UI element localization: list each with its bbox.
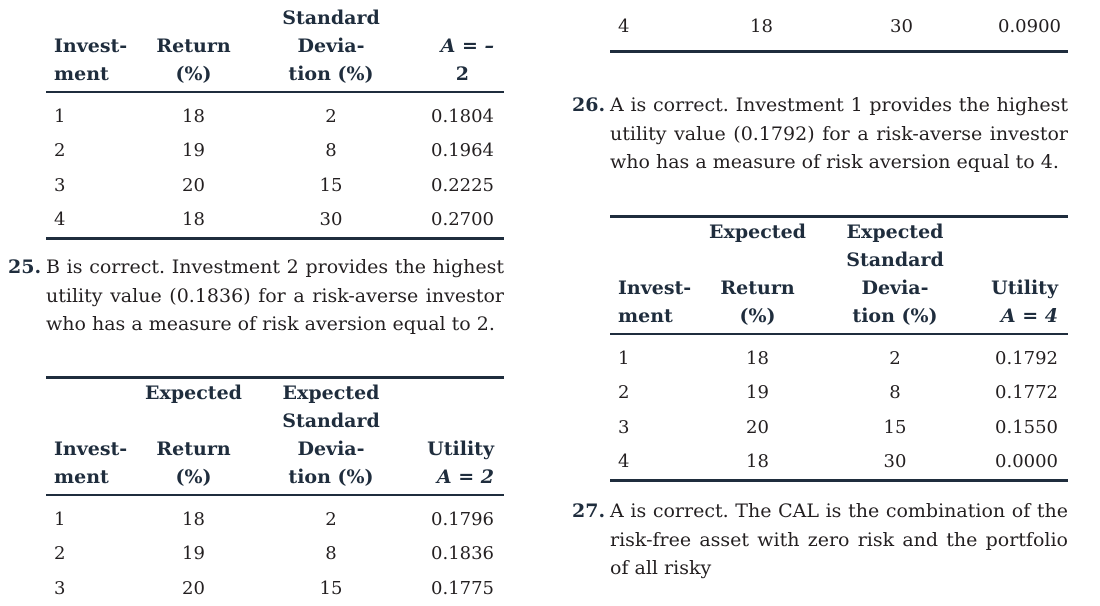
cell-utility: 0.1796 — [431, 508, 494, 530]
cell-return: 20 — [746, 416, 769, 438]
header-std-dev: Standard Devia- — [282, 410, 380, 460]
cell-return: 18 — [746, 451, 769, 473]
header-utility-a: A = 4 — [980, 302, 1068, 334]
cell-return: 19 — [182, 543, 205, 565]
cell-investment: 2 — [54, 140, 66, 162]
table-row — [46, 168, 504, 203]
cell-utility: 0.2700 — [431, 209, 494, 231]
cell-return: 18 — [746, 347, 769, 369]
cell-std-dev: 15 — [319, 577, 343, 599]
cell-utility: 0.0900 — [998, 16, 1061, 37]
cell-std-dev: 15 — [883, 416, 907, 438]
header-utility-1: A = – — [440, 35, 494, 57]
header-investment-1: Invest- — [54, 35, 128, 57]
header-return-1: Return — [156, 35, 231, 57]
answer-26 — [572, 91, 1068, 177]
cell-utility: 0.1550 — [995, 416, 1058, 438]
cell-investment: 1 — [54, 105, 66, 127]
cell-investment: 1 — [54, 508, 66, 530]
cell-std-dev: 30 — [883, 451, 907, 473]
cell-std-dev: 8 — [325, 543, 337, 565]
cell-utility: 0.1964 — [431, 140, 494, 162]
table-row — [46, 495, 504, 537]
header-investment-3: ment — [46, 463, 141, 495]
header-utility: Utility — [427, 438, 494, 460]
cell-std-dev: 15 — [319, 174, 343, 196]
header-std-dev: Standard Devia- — [846, 249, 944, 299]
question-number-26: 26. — [572, 94, 606, 116]
cell-return: 18 — [750, 16, 773, 37]
cell-std-dev: 2 — [889, 347, 901, 369]
cell-investment: 3 — [54, 577, 66, 599]
header-investment-3: ment — [610, 302, 705, 334]
cell-std-dev: 30 — [319, 209, 343, 231]
cell-std-dev: 30 — [890, 16, 913, 37]
header-std-dev-pct: tion (%) — [246, 463, 416, 495]
cell-investment: 3 — [54, 174, 66, 196]
header-investment-2: Invest- — [618, 277, 692, 299]
header-expected-2: Expected — [282, 382, 380, 404]
header-std-dev-1: Standard Devia- — [282, 7, 380, 57]
answer-27-text: A is correct. The CAL is the combination of the risk-free asset with zero risk and the portfolio of all risky — [610, 500, 1068, 579]
utility-table-a2-top — [46, 4, 504, 240]
cell-investment: 2 — [618, 382, 630, 404]
cell-utility: 0.1804 — [431, 105, 494, 127]
cell-investment: 4 — [618, 451, 630, 473]
table-row — [610, 410, 1068, 445]
answer-26-text: A is correct. Investment 1 provides the highest utility value (0.1792) for a risk-averse investor who has a measure of risk aversion equal to 4. — [610, 94, 1068, 173]
cell-return: 18 — [182, 105, 205, 127]
table-row — [46, 203, 504, 239]
cell-std-dev: 8 — [325, 140, 337, 162]
header-expected-1: Expected — [709, 221, 806, 243]
cell-utility: 0.1772 — [995, 382, 1058, 404]
cell-std-dev: 8 — [889, 382, 901, 404]
header-expected-2: Expected — [846, 221, 944, 243]
cell-utility: 0.1775 — [431, 577, 494, 599]
question-number-27: 27. — [572, 500, 606, 522]
header-utility-blank — [980, 217, 1068, 247]
table-row — [46, 92, 504, 134]
utility-table-a2 — [46, 376, 504, 606]
header-return-2: (%) — [141, 60, 246, 92]
table-row — [610, 376, 1068, 411]
header-investment-1 — [46, 378, 141, 408]
cell-investment: 2 — [54, 543, 66, 565]
header-std-dev-pct: tion (%) — [810, 302, 980, 334]
header-std-dev-2: tion (%) — [246, 60, 416, 92]
table-row — [46, 537, 504, 572]
cell-return: 19 — [182, 140, 205, 162]
cell-return: 19 — [746, 382, 769, 404]
cell-investment: 1 — [618, 347, 630, 369]
table-row — [610, 334, 1068, 376]
answer-25-text: B is correct. Investment 2 provides the highest utility value (0.1836) for a risk-averse investor who has a measure of risk aversion equal to 2. — [46, 256, 504, 335]
cell-investment: 4 — [54, 209, 66, 231]
cell-return: 20 — [182, 577, 205, 599]
header-return: Return — [720, 277, 795, 299]
cell-return: 18 — [182, 209, 205, 231]
answer-27 — [572, 497, 1068, 583]
header-return-pct: (%) — [141, 463, 246, 495]
cell-std-dev: 2 — [325, 508, 337, 530]
header-utility-2: 2 — [416, 60, 504, 92]
cell-utility: 0.0000 — [995, 451, 1058, 473]
table-row — [610, 445, 1068, 481]
header-utility-a: A = 2 — [416, 463, 504, 495]
cell-investment: 4 — [618, 16, 630, 37]
header-utility: Utility — [991, 277, 1058, 299]
cell-investment: 3 — [618, 416, 630, 438]
cell-utility: 0.1792 — [995, 347, 1058, 369]
question-number-25: 25. — [8, 256, 42, 278]
header-expected-1: Expected — [145, 382, 242, 404]
header-utility-blank — [416, 378, 504, 408]
cell-utility: 0.2225 — [431, 174, 494, 196]
header-return: Return — [156, 438, 231, 460]
cell-return: 18 — [182, 508, 205, 530]
table-row — [46, 134, 504, 169]
utility-table-a4 — [610, 215, 1068, 482]
header-investment-2: Invest- — [54, 438, 128, 460]
answer-25 — [8, 253, 504, 339]
header-return-pct: (%) — [705, 302, 810, 334]
cell-utility: 0.1836 — [431, 543, 494, 565]
utility-table-a2-continued-row — [610, 0, 1068, 53]
header-investment-2: ment — [46, 60, 141, 92]
table-row — [46, 571, 504, 606]
cell-return: 20 — [182, 174, 205, 196]
header-investment-1 — [610, 217, 705, 247]
cell-std-dev: 2 — [325, 105, 337, 127]
